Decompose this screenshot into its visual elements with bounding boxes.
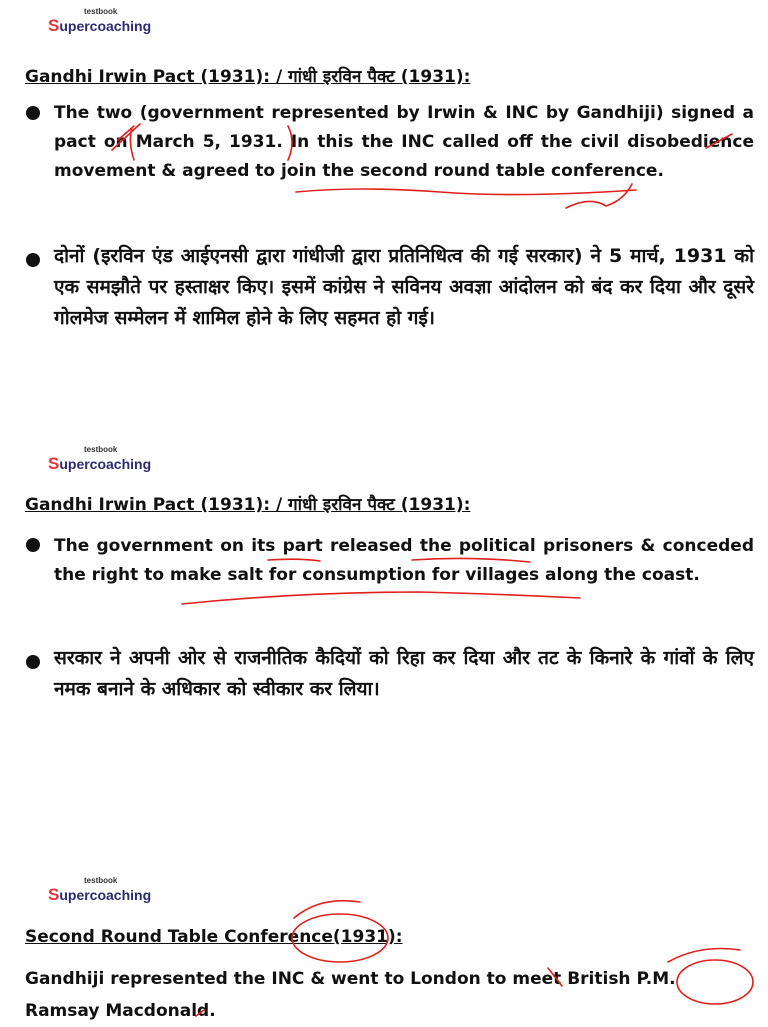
logo-brand-text: Supercoaching [48,885,152,904]
bullet-icon [26,253,40,267]
supercoaching-logo [48,877,151,903]
supercoaching-logo [48,446,151,472]
logo-small-text: testbook [84,445,118,454]
slide2-bullet-english: The government on its part released the political prisoners & conceded the right to make salt for consumption for villages along the coast. [54,536,754,585]
logo-brand-text: Supercoaching [48,454,152,473]
slide1-bullet-hindi: दोनों (इरविन एंड आईएनसी द्वारा गांधीजी द्वारा प्रतिनिधित्व की गई सरकार) ने 5 मार्च, 1931 को एक समझौते पर हस्ताक्षर किए। इसमें कांग्रेस ने सविनय अवज्ञा आंदोलन को बंद कर दिया और दूसरे गोलमेज सम्मेलन में शामिल होने के लिए सहमत हो गई। [54,245,754,329]
annotation-underline [296,189,636,195]
annotation-squiggle [566,184,632,208]
slide1-bullet-english: The two (government represented by Irwin & INC by Gandhiji) signed a pact on March 5, 1931. In this the INC called off the civil disobedience movement & agreed to join the second round table conference. [54,103,754,181]
bullet-icon [26,538,40,552]
slide3-heading: Second Round Table Conference(1931): [25,927,403,947]
supercoaching-logo [48,8,151,34]
slide3-text: Gandhiji represented the INC & went to London to meet British P.M. Ramsay Macdonald. [25,969,676,1021]
annotation-hook [294,901,360,918]
logo-small-text: testbook [84,876,118,885]
slide1-heading: Gandhi Irwin Pact (1931): / गांधी इरविन पैक्ट (1931): [25,67,471,87]
logo-small-text: testbook [84,7,118,16]
logo-brand-text: Supercoaching [48,16,152,35]
bullet-icon [26,655,40,669]
slide2-bullet-hindi: सरकार ने अपनी ओर से राजनीतिक कैदियों को रिहा कर दिया और तट के किनारे के गांवों के लिए नमक बनाने के अधिकार को स्वीकार कर लिया। [54,647,754,700]
annotation-hook [668,949,740,963]
slide2-heading: Gandhi Irwin Pact (1931): / गांधी इरविन पैक्ट (1931): [25,495,471,515]
annotation-underline [182,592,580,604]
bullet-icon [26,106,40,120]
